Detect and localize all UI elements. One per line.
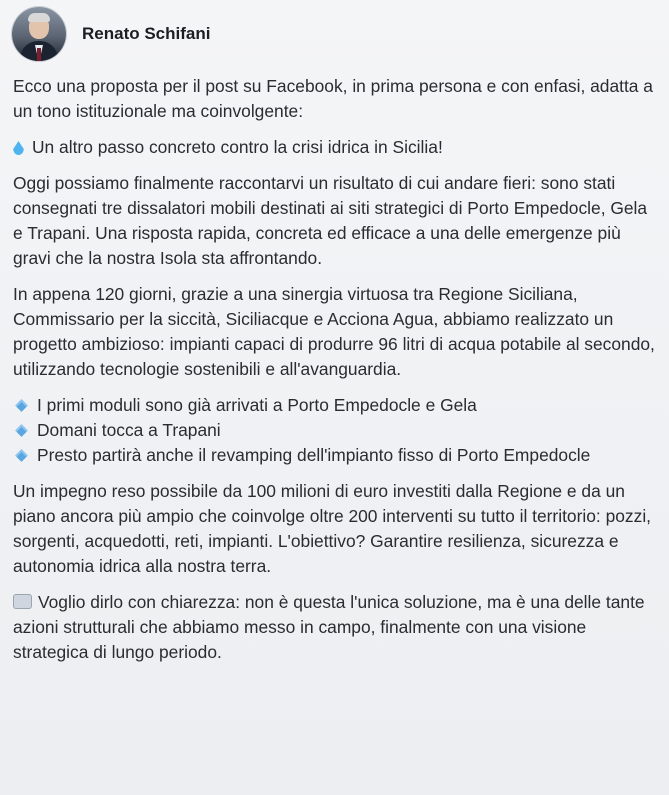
blue-diamond-icon: [15, 424, 28, 437]
post-headline: [13, 135, 661, 160]
bullet-text: Presto partirà anche il revamping dell'impianto fisso di Porto Empedocle: [37, 445, 591, 465]
blue-diamond-icon: [15, 399, 28, 412]
bullet-item-2: [13, 418, 661, 443]
bullet-item-3: [13, 443, 661, 468]
author-avatar[interactable]: [12, 7, 66, 61]
post-paragraph-3: Un impegno reso possibile da 100 milioni di euro investiti dalla Regione e da un piano ancora più ampio che coinvolge oltre 200 interventi su tutto il territorio: pozzi, sorgenti, acquedotti, reti, impianti. L'obiettivo? Garantire resilienza, sicurezza e autonomia idrica alla nostra terra.: [13, 481, 652, 576]
post-header: [12, 6, 210, 62]
bullet-text: Domani tocca a Trapani: [37, 420, 221, 440]
speech-bubble-icon: [13, 594, 32, 609]
water-drop-icon: [13, 141, 24, 155]
author-name[interactable]: Renato Schifani: [82, 24, 211, 43]
post-paragraph-4-text: Voglio dirlo con chiarezza: non è questa l'unica soluzione, ma è una delle tante azioni strutturali che abbiamo messo in campo, finalmente con una visione strategica di lungo periodo.: [13, 592, 645, 662]
blue-diamond-icon: [15, 449, 28, 462]
post-paragraph-2: In appena 120 giorni, grazie a una sinergia virtuosa tra Regione Siciliana, Commissario per la siccità, Siciliacque e Acciona Agua, abbiamo realizzato un progetto ambizioso: impianti capaci di produrre 96 litri di acqua potabile al secondo, utilizzando tecnologie sostenibili e all'avanguardia.: [13, 284, 655, 379]
post-paragraph-1: Oggi possiamo finalmente raccontarvi un risultato di cui andare fieri: sono stati consegnati tre dissalatori mobili destinati ai siti strategici di Porto Empedocle, Gela e Trapani. Una risposta rapida, concreta ed efficace a una delle emergenze più gravi che la nostra Isola sta affrontando.: [13, 173, 648, 268]
bullet-text: I primi moduli sono già arrivati a Porto Empedocle e Gela: [37, 395, 477, 415]
post-body: [13, 74, 661, 676]
post-headline-text: Un altro passo concreto contro la crisi idrica in Sicilia!: [32, 137, 443, 157]
post-intro: Ecco una proposta per il post su Facebook, in prima persona e con enfasi, adatta a un tono istituzionale ma coinvolgente:: [13, 76, 653, 121]
bullet-item-1: [13, 393, 661, 418]
post-paragraph-4: [13, 590, 661, 665]
